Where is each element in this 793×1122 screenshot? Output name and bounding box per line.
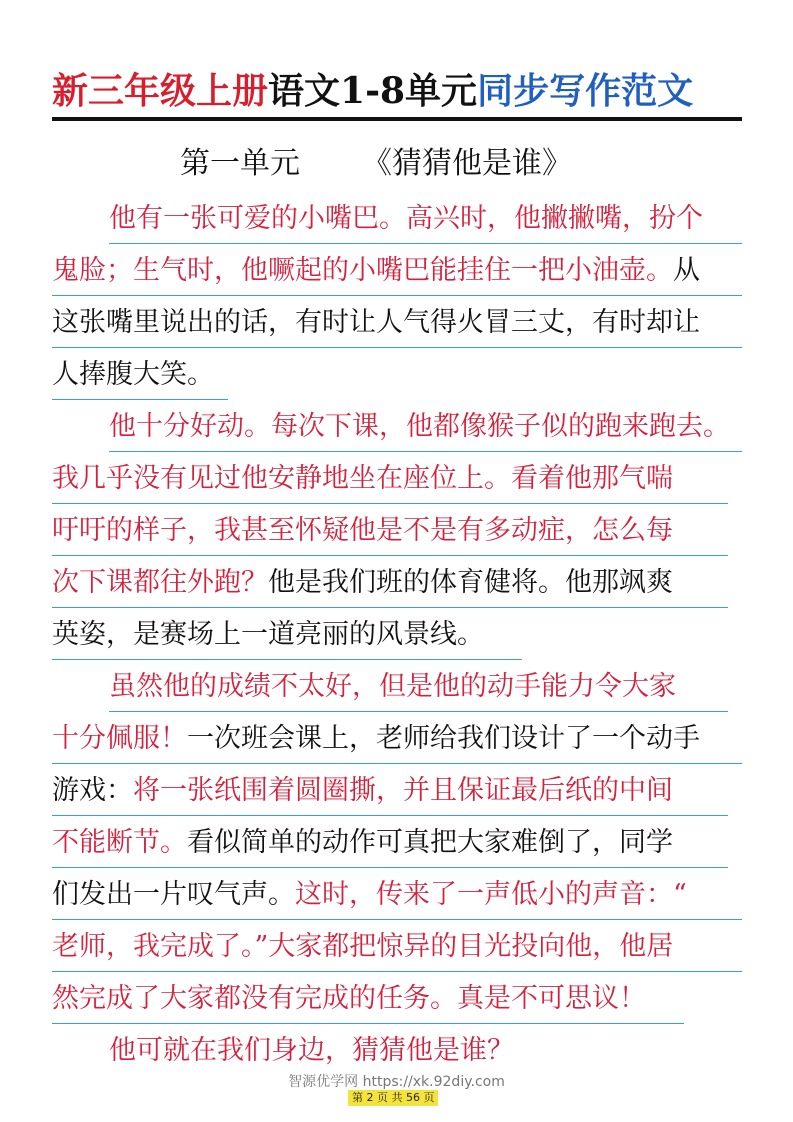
essay-topic: 《猜猜他是谁》 <box>362 146 572 181</box>
line-underline <box>52 399 228 401</box>
line-underline <box>52 815 728 817</box>
line-underline <box>52 1023 684 1025</box>
essay-line: 鬼脸；生气时，他噘起的小嘴巴能挂住一把小油壶。从 <box>52 250 742 300</box>
line-underline <box>52 867 728 869</box>
essay-line: 次下课都往外跑？他是我们班的体育健将。他那飒爽 <box>52 562 742 612</box>
footer-website: 智源优学网 https://xk.92diy.com <box>288 1074 505 1090</box>
essay-line: 老师，我完成了。”大家都把惊异的目光投向他，他居 <box>52 926 742 976</box>
essay-line: 他可就在我们身边，猜猜他是谁？ <box>109 1035 514 1066</box>
line-underline <box>109 451 742 453</box>
essay-line: 不能断节。看似简单的动作可真把大家难倒了，同学 <box>52 822 742 872</box>
line-underline <box>52 919 742 921</box>
essay-line: 他十分好动。每次下课，他都像猴子似的跑来跑去。 <box>52 406 793 456</box>
unit-label: 第一单元 <box>180 146 300 181</box>
title-part-grade: 新三年级上册 <box>52 70 269 112</box>
footer-page-number: 第 2 页 共 56 页 <box>348 1090 438 1106</box>
essay-line: 虽然他的成绩不太好，但是他的动手能力令大家 <box>52 666 793 716</box>
essay-line: 游戏：将一张纸围着圆圈撕，并且保证最后纸的中间 <box>52 770 742 820</box>
essay-line: 我几乎没有见过他安静地坐在座位上。看着他那气喘 <box>52 458 742 508</box>
line-underline <box>52 659 522 661</box>
line-underline <box>52 763 742 765</box>
line-underline <box>52 347 742 349</box>
title-part-essays: 同步写作范文 <box>477 70 694 112</box>
line-underline <box>52 503 728 505</box>
essay-line: 们发出一片叹气声。这时，传来了一声低小的声音：“ <box>52 874 742 924</box>
essay-line: 英姿，是赛场上一道亮丽的风景线。 <box>52 614 742 664</box>
line-underline <box>52 555 728 557</box>
essay-line: 他有一张可爱的小嘴巴。高兴时，他撇撇嘴，扮个 <box>52 198 793 248</box>
title-divider <box>52 117 742 121</box>
line-underline <box>52 295 742 297</box>
essay-line: 十分佩服！一次班会课上，老师给我们设计了一个动手 <box>52 718 742 768</box>
line-underline <box>52 971 742 973</box>
essay-line: 这张嘴里说出的话，有时让人气得火冒三丈，有时却让 <box>52 302 742 352</box>
essay-line: 吁吁的样子，我甚至怀疑他是不是有多动症，怎么每 <box>52 510 742 560</box>
document-title <box>52 66 752 116</box>
line-underline <box>52 607 728 609</box>
line-underline <box>109 243 742 245</box>
essay-line: 人捧腹大笑。 <box>52 354 742 404</box>
essay-line: 然完成了大家都没有完成的任务。真是不可思议！ <box>52 978 742 1028</box>
line-underline <box>109 711 728 713</box>
section-heading <box>180 142 572 186</box>
title-part-units: 语文1-8单元 <box>268 70 478 112</box>
